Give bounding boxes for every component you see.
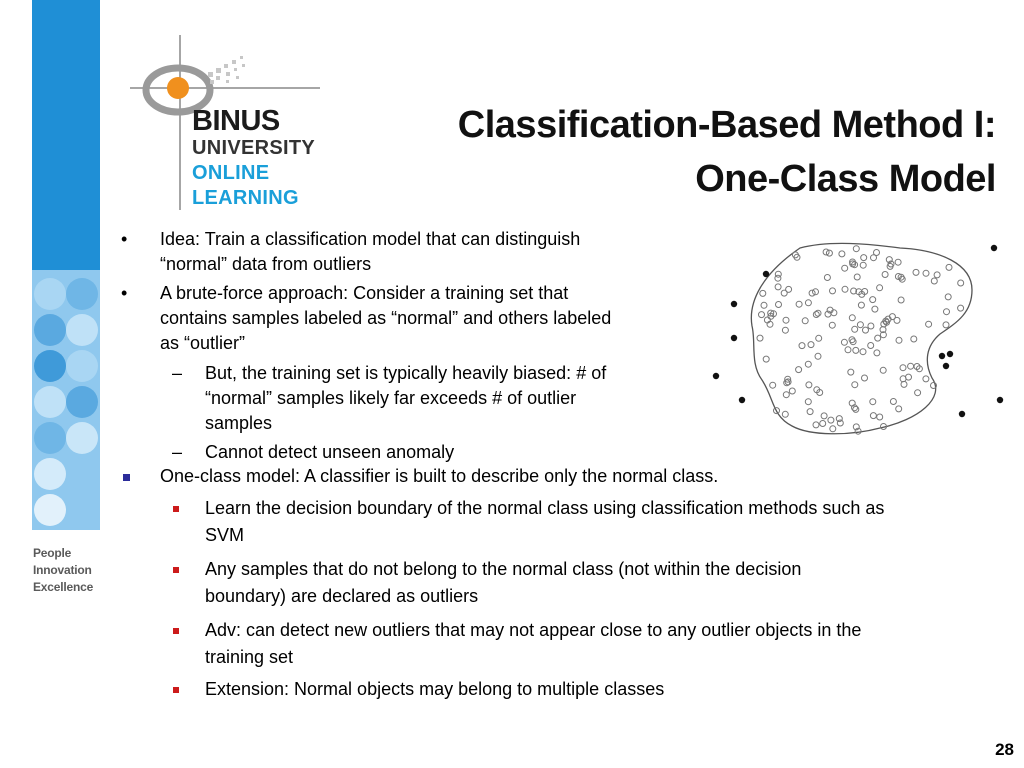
normal-point — [868, 323, 874, 329]
normal-point — [789, 388, 795, 394]
normal-point — [860, 349, 866, 355]
normal-point — [852, 326, 858, 332]
sidebar-blue-band — [32, 0, 100, 270]
normal-point — [808, 342, 814, 348]
normal-point — [863, 327, 869, 333]
outlier-point — [763, 271, 769, 277]
normal-point — [870, 413, 876, 419]
normal-point — [802, 318, 808, 324]
sidebar-decoration — [32, 0, 100, 768]
sidebar-light-band — [32, 270, 100, 530]
sub-bullet-1-line-1: But, the training set is typically heavily biased: # of — [205, 363, 607, 383]
normal-point — [770, 382, 776, 388]
normal-point — [821, 413, 827, 419]
normal-point — [820, 421, 826, 427]
logo-learning: LEARNING — [192, 187, 299, 209]
outlier-point — [943, 363, 949, 369]
normal-point — [805, 399, 811, 405]
page-number: 28 — [995, 740, 1014, 759]
title-line-1: Classification-Based Method I: — [457, 104, 996, 146]
normal-point — [830, 426, 836, 432]
red-bullet-2-line-1: Any samples that do not belong to the normal class (not within the decision — [205, 559, 802, 579]
outlier-point — [731, 301, 737, 307]
red-bullet-1-line-2: SVM — [205, 525, 245, 545]
normal-point — [870, 297, 876, 303]
normal-point — [923, 270, 929, 276]
bullet-2-line-2: contains samples labeled as “normal” and others labeled — [160, 308, 612, 328]
normal-point — [796, 301, 802, 307]
bullet-dot: • — [121, 229, 128, 249]
normal-point — [839, 251, 845, 257]
outlier-point — [997, 397, 1003, 403]
normal-point — [805, 300, 811, 306]
normal-point — [757, 335, 763, 341]
bullet-1-line-2: “normal” data from outliers — [160, 254, 372, 274]
normal-point — [805, 361, 811, 367]
normal-point — [926, 321, 932, 327]
normal-point — [830, 288, 836, 294]
normal-point — [759, 312, 765, 318]
normal-point — [824, 275, 830, 281]
red-bullet-3-line-2: training set — [205, 647, 294, 667]
normal-point — [896, 406, 902, 412]
sidebar-tagline — [33, 545, 113, 596]
dash-marker: – — [172, 363, 183, 383]
outlier-point — [947, 351, 953, 357]
normal-point — [943, 322, 949, 328]
normal-point — [911, 336, 917, 342]
normal-point — [895, 259, 901, 265]
normal-point — [946, 264, 952, 270]
normal-point — [890, 399, 896, 405]
title-line-2: One-Class Model — [695, 158, 996, 200]
normal-point — [842, 286, 848, 292]
normal-point — [908, 363, 914, 369]
dash-marker: – — [172, 442, 183, 462]
slide-title — [396, 98, 996, 206]
normal-point — [816, 335, 822, 341]
normal-point — [815, 353, 821, 359]
normal-point — [848, 369, 854, 375]
normal-point — [829, 322, 835, 328]
normal-point — [877, 285, 883, 291]
sub-bullet-1-line-2: “normal” samples likely far exceeds # of outlier — [205, 388, 577, 408]
red-bullet-2-line-2: boundary) are declared as outliers — [205, 586, 479, 606]
normal-point — [934, 272, 940, 278]
normal-point — [849, 337, 855, 343]
bullet-2-line-3: as “outlier” — [160, 333, 246, 353]
normal-point — [896, 337, 902, 343]
normal-point — [776, 302, 782, 308]
red-square-bullet — [173, 506, 179, 512]
red-bullet-4-line-1: Extension: Normal objects may belong to multiple classes — [205, 679, 665, 699]
bullet-dot: • — [121, 283, 128, 303]
red-square-bullet — [173, 628, 179, 634]
tagline-people: People — [33, 546, 72, 560]
one-class-boundary-figure — [700, 230, 1020, 440]
normal-point — [853, 347, 859, 353]
normal-point — [900, 376, 906, 382]
blue-square-bullet — [123, 474, 130, 481]
sub-bullet-2-line-1: Cannot detect unseen anomaly — [205, 442, 455, 462]
outlier-point — [991, 245, 997, 251]
normal-point — [944, 309, 950, 315]
red-bullet-1-line-1: Learn the decision boundary of the normal class using classification methods such as — [205, 498, 885, 518]
normal-point — [900, 365, 906, 371]
outlier-point — [939, 353, 945, 359]
normal-point — [931, 278, 937, 284]
normal-point — [760, 290, 766, 296]
logo-university: UNIVERSITY — [192, 137, 316, 159]
red-square-bullet — [173, 567, 179, 573]
normal-point — [898, 297, 904, 303]
normal-point — [807, 409, 813, 415]
normal-point — [874, 350, 880, 356]
normal-point — [880, 367, 886, 373]
normal-point — [857, 322, 863, 328]
normal-point — [783, 317, 789, 323]
normal-point — [871, 255, 877, 261]
normal-point — [945, 294, 951, 300]
outlier-point — [959, 411, 965, 417]
outlier-point — [731, 335, 737, 341]
normal-point — [782, 411, 788, 417]
red-square-bullet — [173, 687, 179, 693]
normal-point — [852, 382, 858, 388]
normal-point — [815, 310, 821, 316]
normal-point — [913, 269, 919, 275]
normal-point — [958, 280, 964, 286]
normal-point — [877, 414, 883, 420]
logo-wordmark — [192, 106, 315, 211]
normal-point — [882, 272, 888, 278]
normal-point — [796, 367, 802, 373]
tagline-excellence: Excellence — [33, 580, 94, 594]
normal-point — [841, 339, 847, 345]
normal-point — [901, 381, 907, 387]
normal-point — [763, 356, 769, 362]
normal-point — [868, 343, 874, 349]
normal-point — [958, 305, 964, 311]
normal-point — [849, 315, 855, 321]
bullet-3-line-1: One-class model: A classifier is built to describe only the normal class. — [160, 466, 719, 486]
red-bullet-3-line-1: Adv: can detect new outliers that may not appear close to any outlier objects in the — [205, 620, 862, 640]
normal-point — [783, 392, 789, 398]
normal-point — [861, 255, 867, 261]
normal-point — [799, 343, 805, 349]
normal-point — [854, 274, 860, 280]
bullet-1-line-1: Idea: Train a classification model that can distinguish — [160, 229, 581, 249]
normal-point — [915, 390, 921, 396]
normal-point — [813, 422, 819, 428]
normal-point — [870, 399, 876, 405]
normal-point — [858, 302, 864, 308]
normal-point — [775, 271, 781, 277]
normal-point — [872, 306, 878, 312]
normal-point — [923, 376, 929, 382]
tagline-innovation: Innovation — [33, 563, 92, 577]
normal-point — [853, 246, 859, 252]
outlier-point — [739, 397, 745, 403]
bullet-2-line-1: A brute-force approach: Consider a training set that — [160, 283, 569, 303]
normal-point — [761, 302, 767, 308]
normal-point — [786, 286, 792, 292]
normal-point — [806, 382, 812, 388]
outlier-point — [713, 373, 719, 379]
normal-point — [828, 417, 834, 423]
logo-binus: BINUS — [192, 105, 280, 137]
normal-point — [782, 327, 788, 333]
normal-point — [862, 375, 868, 381]
normal-point — [775, 284, 781, 290]
logo-online: ONLINE — [192, 162, 270, 184]
sub-bullet-1-line-3: samples — [205, 413, 273, 433]
normal-point — [842, 265, 848, 271]
normal-point — [875, 335, 881, 341]
normal-point — [845, 347, 851, 353]
normal-point — [860, 262, 866, 268]
